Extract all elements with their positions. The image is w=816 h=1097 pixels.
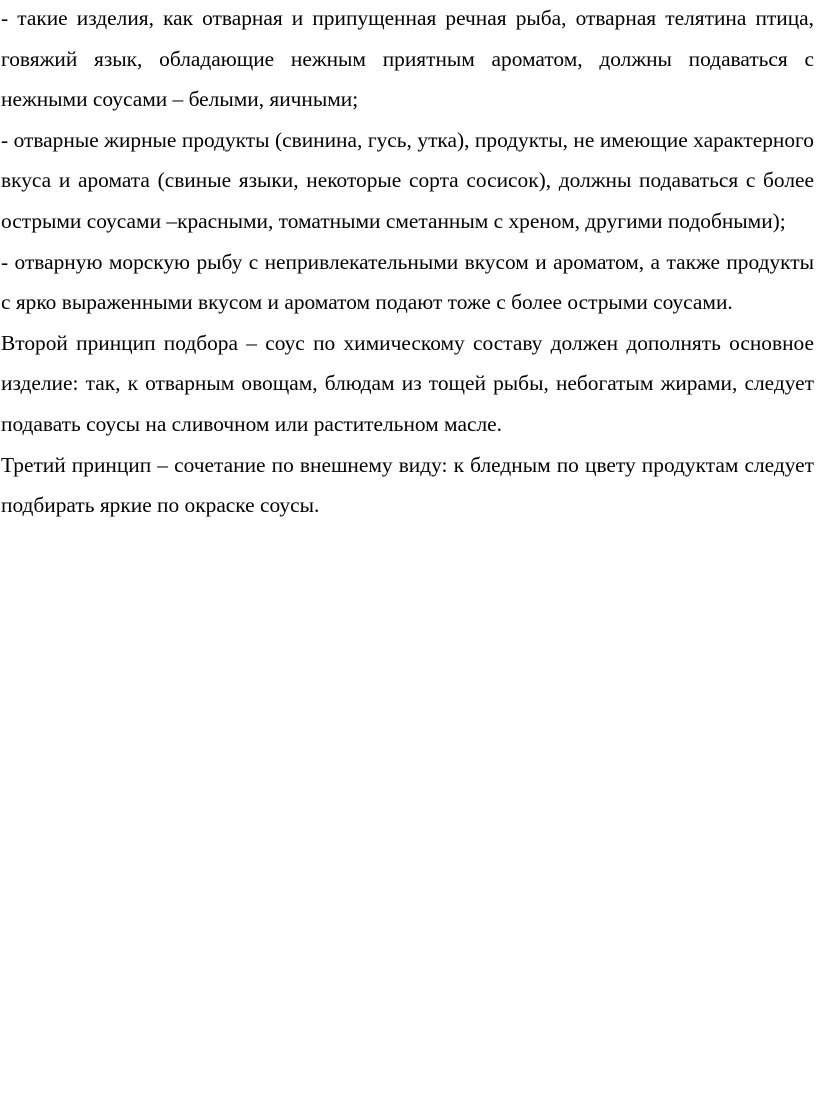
- paragraph-delicate-sauces: - такие изделия, как отварная и припущенная речная рыба, отварная телятина птица, говяжий язык, обладающие нежным приятным ароматом, должны подаваться с нежными соусами – белыми, яичными;: [1, 6, 814, 112]
- paragraph-sea-fish: - отварную морскую рыбу с непривлекательными вкусом и ароматом, а также продукты с ярко выраженными вкусом и ароматом подают тоже с более острыми соусами.: [1, 249, 814, 315]
- paragraph-third-principle: Третий принцип – сочетание по внешнему виду: к бледным по цвету продуктам следует подбирать яркие по окраске соусы.: [1, 452, 814, 518]
- paragraph-spicy-sauces: - отварные жирные продукты (свинина, гусь, утка), продукты, не имеющие характерного вкуса и аромата (свиные языки, некоторые сорта сосисок), должны подаваться с более острыми соусами –красными, томатными сметанным с хреном, другими подобными);: [1, 127, 814, 233]
- paragraph-second-principle: Второй принцип подбора – соус по химическому составу должен дополнять основное изделие: так, к отварным овощам, блюдам из тощей рыбы, небогатым жирами, следует подавать соусы на сливочном или растительном масле.: [1, 330, 814, 436]
- document-body: [1, 0, 814, 526]
